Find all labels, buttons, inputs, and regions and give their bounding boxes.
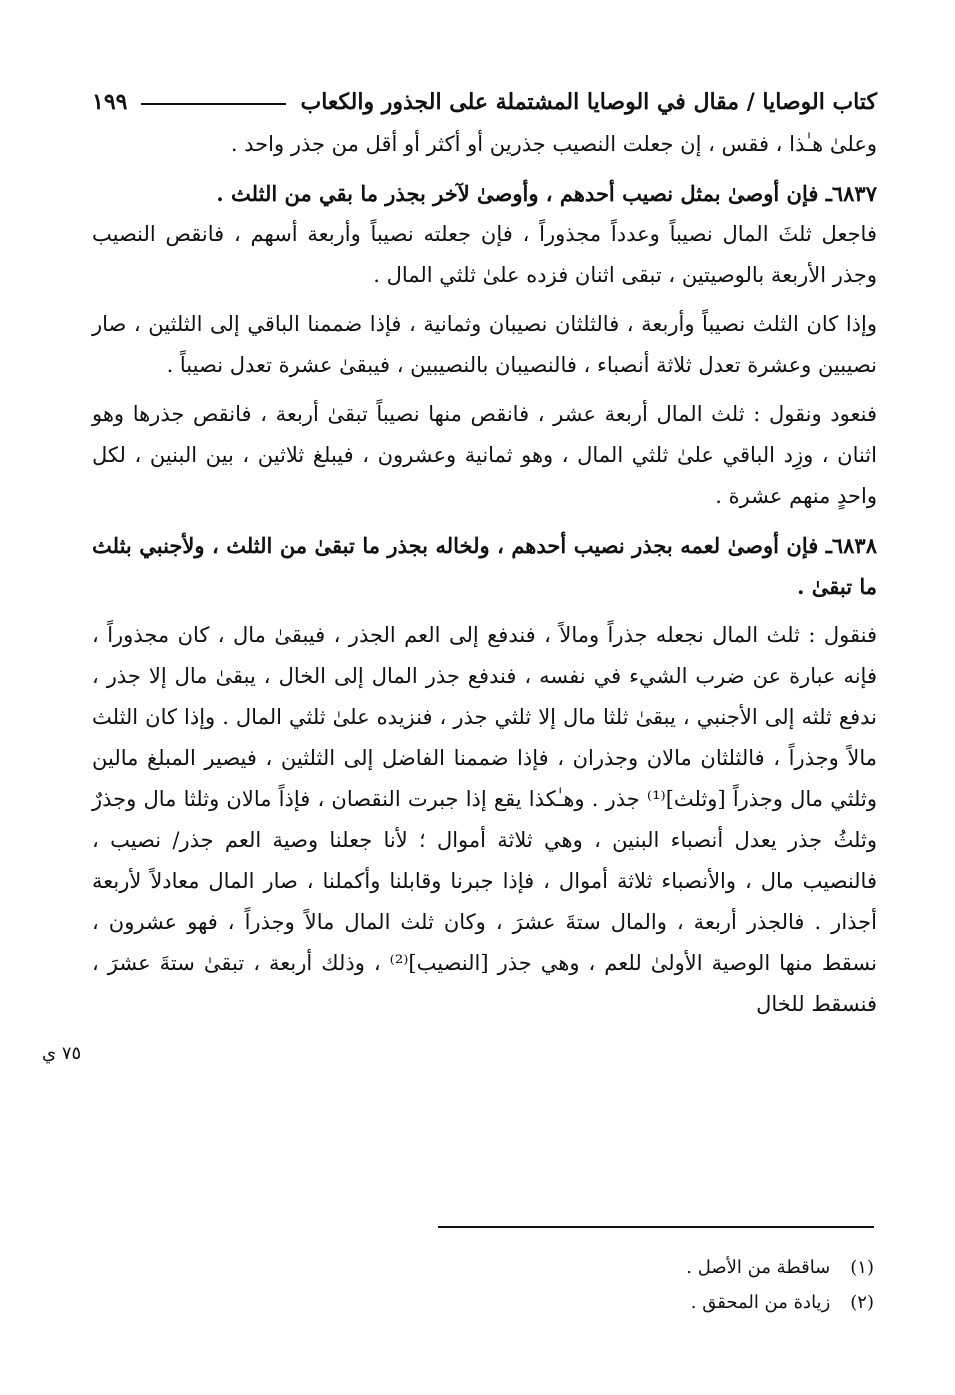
footnote-separator [438, 1226, 874, 1228]
footnote-text: زيادة من المحقق . [690, 1292, 831, 1313]
footnote-2 [686, 1285, 874, 1320]
page-body [92, 80, 877, 1025]
header-rule [141, 103, 286, 105]
page-number: ١٩٩ [92, 89, 128, 115]
issue-6838-heading: ٦٨٣٨ـ فإن أوصىٰ لعمه بجذر نصيب أحدهم ، ولخاله بجذر ما تبقىٰ من الثلث ، ولأجنبي بثلث ما تبقىٰ . [92, 533, 877, 599]
running-header [92, 80, 877, 124]
manuscript-folio-marker: ٧٥ ي [42, 1043, 82, 1064]
header-title: كتاب الوصايا / مقال في الوصايا المشتملة على الجذور والكعاب [300, 89, 877, 115]
paragraph-3: فاجعل ثلثَ المال نصيباً وعدداً مجذوراً ، فإن جعلته نصيباً وأربعة أسهم ، فانقص النصيب وجذر الأربعة بالوصيتين ، تبقى اثنان فزده علىٰ ثلثي المال . [92, 222, 877, 287]
paragraph-1: وعلىٰ هـٰذا ، فقس ، إن جعلت النصيب جذرين أو أكثر أو أقل من جذر واحد . [230, 132, 877, 156]
footnote-1 [686, 1250, 874, 1285]
paragraph-7: فنقول : ثلث المال نجعله جذراً ومالاً ، فندفع إلى العم الجذر ، فيبقىٰ مال ، كان مجذوراً ، فإنه عبارة عن ضرب الشيء في نفسه ، فندفع جذر المال إلى الخال ، يبقىٰ مال إلا جذر ، ندفع ثلثه إلى الأجنبي ، يبقىٰ ثلثا مال إلا ثلثي جذر ، فنزيده علىٰ ثلثي المال . وإذا كان الثلث مالاً وجذراً ، فالثلثان مالان وجذران ، فإذا ضممنا الفاضل إلى الثلثين ، فيصير المبلغ مالين وثلثي مال وجذراً [وثلث]⁽¹⁾ جذر . وهـٰكذا يقع إذا جبرت النقصان ، فإذاً مالان وثلثا مال وجذرٌ وثلثُ جذر يعدل أنصباء البنين ، وهي ثلاثة أموال ؛ لأنا جعلنا وصية العم جذر/ نصيب ، فالنصيب مال ، والأنصباء ثلاثة أموال ، فإذا جبرنا وقابلنا وأكملنا ، صار المال معادلاً لأربعة أجذار . فالجذر أربعة ، والمال ستةَ عشرَ ، وكان ثلث المال مالاً وجذراً ، فهو عشرون ، نسقط منها الوصية الأولىٰ للعم ، وهي جذر [النصيب]⁽²⁾ ، وذلك أربعة ، تبقىٰ ستةَ عشرَ ، فنسقط للخال [92, 623, 877, 1016]
footnote-number: (٢) [850, 1292, 874, 1313]
paragraph-5: فنعود ونقول : ثلث المال أربعة عشر ، فانقص منها نصيباً تبقىٰ أربعة ، فانقص جذرها وهو اثنان ، وزِد الباقي علىٰ ثلثي المال ، وهو ثمانية وعشرون ، فيبلغ ثلاثين ، بين البنين ، لكل واحدٍ منهم عشرة . [92, 402, 877, 508]
paragraph-4: وإذا كان الثلث نصيباً وأربعة ، فالثلثان نصيبان وثمانية ، فإذا ضممنا الباقي إلى الثلثين ، صار نصيبين وعشرة تعدل ثلاثة أنصباء ، فالنصيبان بالنصيبين ، فيبقىٰ عشرة تعدل نصيباً . [92, 312, 877, 377]
footnote-text: ساقطة من الأصل . [686, 1257, 831, 1278]
footnotes [686, 1250, 874, 1320]
footnote-number: (١) [850, 1257, 874, 1278]
issue-6837-heading: ٦٨٣٧ـ فإن أوصىٰ بمثل نصيب أحدهم ، وأوصىٰ لآخر بجذر ما بقي من الثلث . [216, 181, 877, 206]
